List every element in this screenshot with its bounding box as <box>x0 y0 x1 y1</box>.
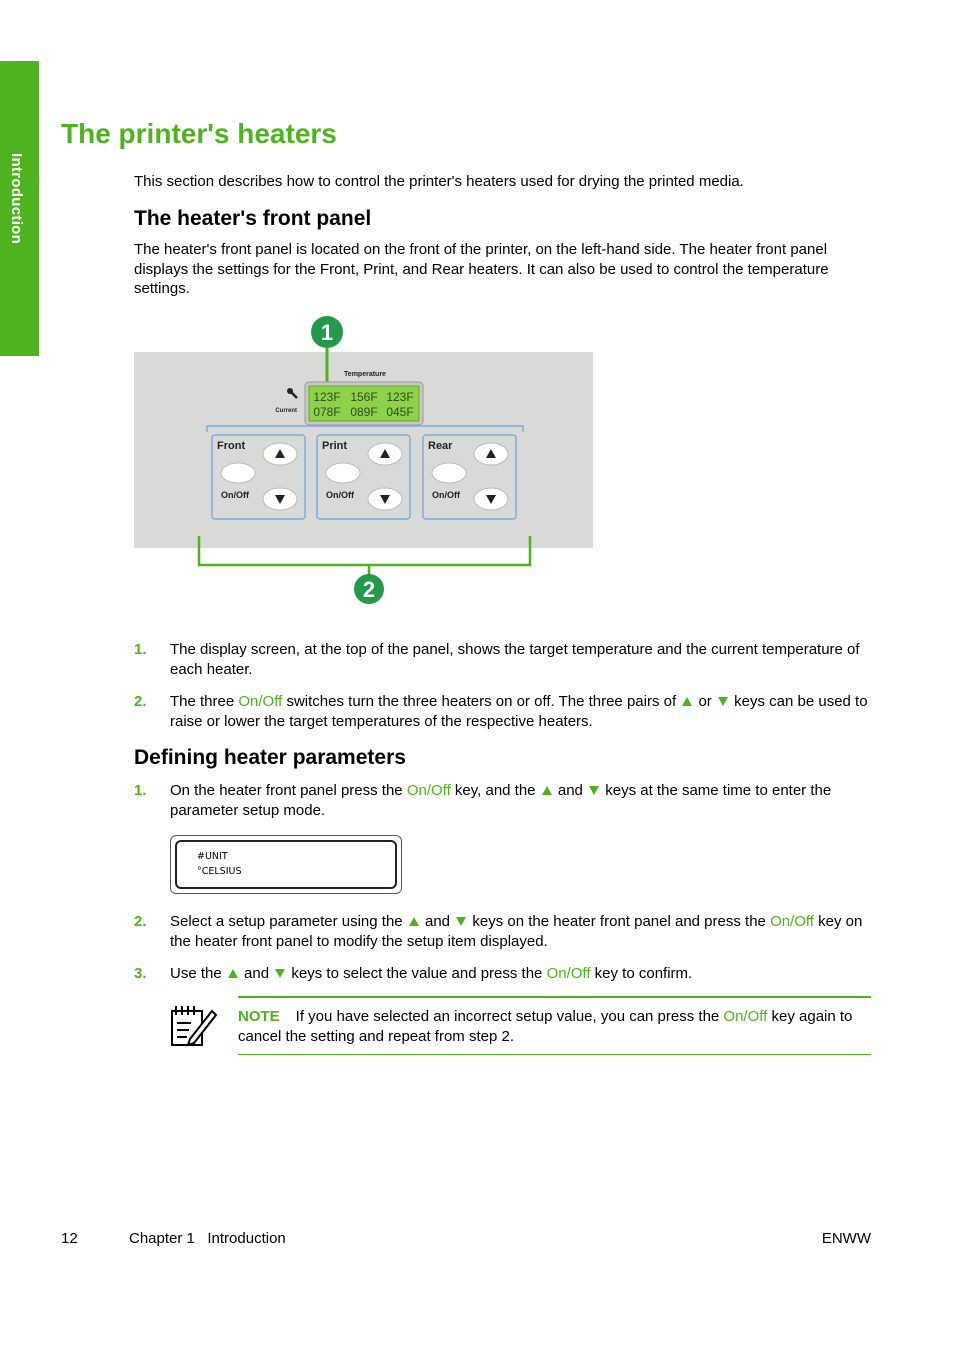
list-text: Select a setup parameter using the and keys on the heater front panel and press the On/Off key on the heater front panel to modify the setup item displayed. <box>170 913 863 950</box>
list-text: On the heater front panel press the On/Off key, and the and keys at the same time to enter the parameter setup mode. <box>170 782 832 819</box>
callout-1-number: 1 <box>320 320 334 345</box>
section-heading-parameters: Defining heater parameters <box>134 746 406 769</box>
down-arrow-icon <box>275 969 285 978</box>
up-arrow-icon <box>682 697 692 706</box>
list-number: 2. <box>134 913 147 930</box>
note-icon <box>168 1003 218 1049</box>
intro-paragraph: This section describes how to control the printer's heaters used for drying the printed media. <box>134 173 744 190</box>
onoff-key-rear <box>432 463 466 483</box>
down-arrow-icon <box>589 786 599 795</box>
list-number: 1. <box>134 782 147 799</box>
list-item <box>134 781 872 820</box>
lcd-line-1: #UNIT <box>197 851 228 862</box>
front-panel-paragraph: The heater's front panel is located on the front of the printer, on the left-hand side. The heater front panel displays the settings for the Front, Print, and Rear heaters. It can also be used to control the temperature settings. <box>134 241 829 297</box>
onoff-key-ref: On/Off <box>406 782 451 799</box>
heater-panel-figure <box>134 310 594 610</box>
side-tab-label: Introduction <box>8 153 25 245</box>
display-target-front: 123F <box>313 390 341 404</box>
list-number: 1. <box>134 641 147 658</box>
onoff-key-print <box>326 463 360 483</box>
display-target-print: 156F <box>350 390 378 404</box>
onoff-label-print: On/Off <box>326 490 354 500</box>
list-item <box>134 640 872 679</box>
page-title: The printer's heaters <box>61 118 337 149</box>
up-arrow-icon <box>228 969 238 978</box>
side-chapter-tab <box>0 61 39 356</box>
list-item <box>134 912 872 951</box>
list-text: The three On/Off switches turn the three heaters on or off. The three pairs of or keys can be used to raise or lower the target temperatures of the respective heaters. <box>170 693 868 730</box>
group-label-print: Print <box>322 440 348 452</box>
display-current-rear: 045F <box>386 405 414 419</box>
up-arrow-icon <box>409 917 419 926</box>
onoff-key-ref: On/Off <box>723 1008 768 1025</box>
note-text: NOTE If you have selected an incorrect setup value, you can press the On/Off key again to cancel the setting and repeat from step 2. <box>238 1008 853 1045</box>
list-item <box>134 692 872 731</box>
onoff-key-ref: On/Off <box>770 913 814 930</box>
temperature-label: Temperature <box>344 371 386 378</box>
list-number: 2. <box>134 693 147 710</box>
footer-right: ENWW <box>821 1230 871 1247</box>
onoff-key-front <box>221 463 255 483</box>
list-number: 3. <box>134 965 147 982</box>
display-current-front: 078F <box>313 405 341 419</box>
list-item <box>134 964 872 984</box>
list-text: The display screen, at the top of the panel, shows the target temperature and the current temperature of each heater. <box>170 641 860 678</box>
group-label-rear: Rear <box>428 440 453 452</box>
note-top-rule <box>238 996 871 998</box>
display-target-rear: 123F <box>386 390 414 404</box>
callout-2-number: 2 <box>362 577 376 602</box>
onoff-label-rear: On/Off <box>432 490 460 500</box>
footer-chapter: Chapter 1 Introduction <box>129 1230 286 1247</box>
page-number: 12 <box>61 1230 78 1247</box>
group-label-front: Front <box>217 440 246 452</box>
display-current-print: 089F <box>350 405 378 419</box>
section-heading-front-panel: The heater's front panel <box>134 207 372 230</box>
list-text: Use the and keys to select the value and press the On/Off key to confirm. <box>170 965 693 982</box>
current-label: Current <box>275 408 297 414</box>
note-bottom-rule <box>238 1054 871 1055</box>
note-label: NOTE <box>238 1008 280 1025</box>
lcd-line-2: °CELSIUS <box>197 866 242 877</box>
down-arrow-icon <box>718 697 728 706</box>
onoff-label-front: On/Off <box>221 490 249 500</box>
lcd-setup-display <box>170 835 402 894</box>
onoff-key-ref: On/Off <box>546 965 591 982</box>
up-arrow-icon <box>542 786 552 795</box>
down-arrow-icon <box>456 917 466 926</box>
onoff-key-ref: On/Off <box>238 693 283 710</box>
